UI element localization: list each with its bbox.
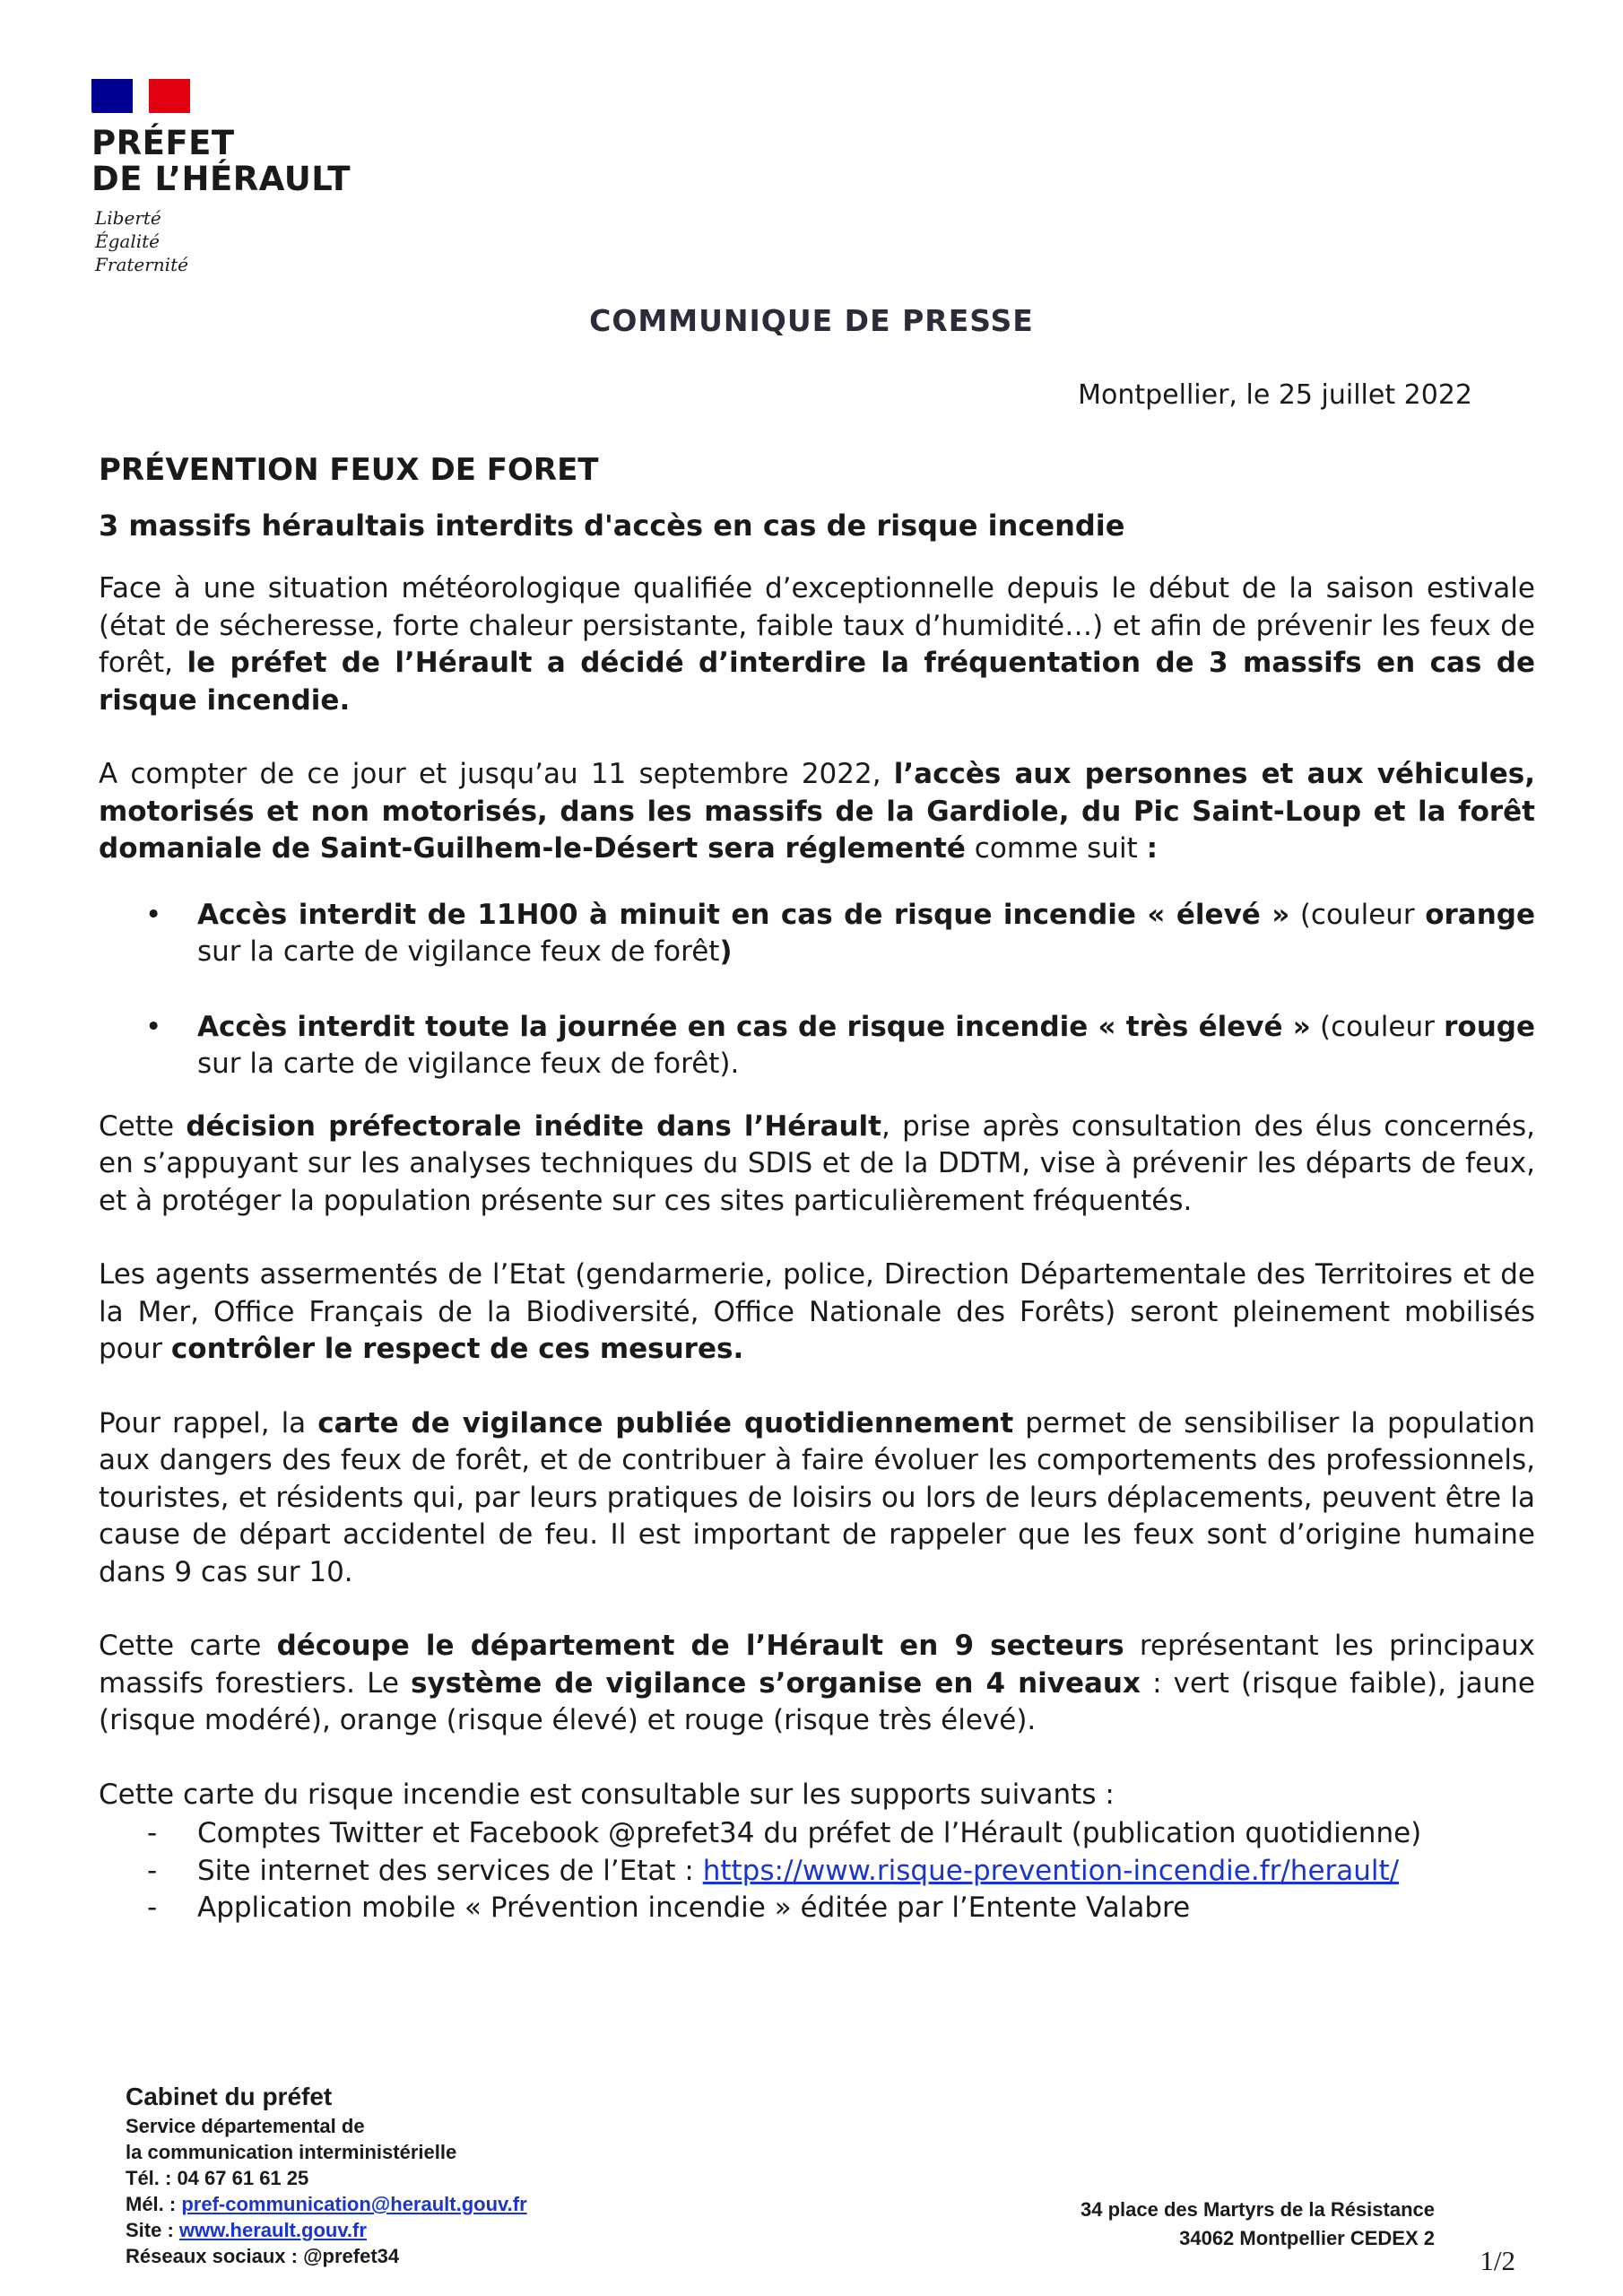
- article-heading: PRÉVENTION FEUX DE FORET: [99, 452, 599, 488]
- paragraph-6: [99, 1628, 1535, 1740]
- access-rules-list: [145, 897, 1535, 1083]
- supports-intro: Cette carte du risque incendie est consultable sur les supports suivants :: [99, 1778, 1115, 1811]
- paragraph-3: [99, 1109, 1535, 1221]
- rule-bold: Accès interdit toute la journée en cas de risque incendie « très élevé »: [197, 1010, 1311, 1043]
- support-item: [147, 1853, 1535, 1891]
- paragraph-4: [99, 1257, 1535, 1369]
- paragraph-1-text: Face à une situation météorologique qualifiée d’exceptionnelle depuis le début de la saison estivale (état de sécheresse, forte chaleur persistante, faible taux d’humidité…) et afin de prévenir les feux de forêt,: [99, 572, 1535, 679]
- document-date: Montpellier, le 25 juillet 2022: [1078, 379, 1472, 411]
- rule-color: orange: [1425, 898, 1535, 931]
- supports-list: [147, 1815, 1535, 1927]
- mel-label: Mél. :: [126, 2193, 182, 2215]
- website-link[interactable]: www.herault.gouv.fr: [178, 2219, 367, 2241]
- dash-icon: -: [147, 1854, 158, 1887]
- flag-red-band: [149, 79, 190, 113]
- site-label: Site :: [126, 2219, 179, 2241]
- email-link[interactable]: pref-communication@herault.gouv.fr: [181, 2193, 527, 2215]
- support-text: Comptes Twitter et Facebook @prefet34 du préfet de l’Hérault (publication quotidienne): [197, 1817, 1422, 1849]
- paragraph-5: [99, 1405, 1535, 1592]
- paragraph-2: [99, 756, 1535, 868]
- paragraph-3-rest: , prise après consultation des élus concernés, en s’appuyant sur les analyses techniques du SDIS et de la DDTM, vise à prévenir les départs de feux, et à protéger la population présente sur ces sites particulièrement fréquentés.: [99, 1109, 1535, 1217]
- article-body: [99, 447, 1535, 1927]
- footer-heading: Cabinet du préfet: [126, 2083, 333, 2110]
- paragraph-2-colon: :: [1146, 832, 1158, 865]
- rule-text: (couleur: [1310, 1010, 1445, 1043]
- rule-close: ): [719, 935, 733, 968]
- paragraph-2-bold: l’accès aux personnes et aux véhicules, motorisés et non motorisés, dans les massifs de la Gardiole, du Pic Saint-Loup et la forêt domaniale de Saint-Guilhem-le-Désert sera réglementé: [99, 758, 1535, 865]
- postal-address: [1081, 2196, 1435, 2253]
- paragraph-4-bold: contrôler le respect de ces mesures.: [170, 1333, 744, 1365]
- footer-tel: Tél. : 04 67 61 61 25: [126, 2167, 309, 2189]
- contact-footer: [126, 2081, 527, 2269]
- paragraph-1: [99, 570, 1535, 719]
- flag-white-band: [133, 79, 149, 113]
- bullet-icon: •: [145, 1010, 162, 1043]
- prevention-website-link[interactable]: https://www.risque-prevention-incendie.fr/herault/: [702, 1854, 1400, 1887]
- footer-mel: [126, 2191, 527, 2217]
- paragraph-3-text: Cette: [99, 1109, 187, 1143]
- footer-service-1: Service départemental de: [126, 2115, 365, 2137]
- support-item: [147, 1890, 1535, 1927]
- marianne-flag-icon: [91, 79, 190, 113]
- dash-icon: -: [147, 1892, 158, 1924]
- logo-title-line1: PRÉFET: [91, 124, 235, 162]
- rule-color: rouge: [1444, 1010, 1535, 1043]
- dash-icon: -: [147, 1817, 158, 1849]
- paragraph-2-text: A compter de ce jour et jusqu’au 11 septembre 2022,: [99, 758, 894, 790]
- rule-text: (couleur: [1289, 898, 1426, 931]
- prefecture-logo: [91, 79, 351, 276]
- address-line-2: 34062 Montpellier CEDEX 2: [1179, 2227, 1435, 2249]
- paragraph-6-bold-1: découpe le département de l’Hérault en 9 secteurs: [276, 1630, 1124, 1662]
- page-number: 1/2: [1480, 2245, 1515, 2276]
- logo-title-line2: DE L’HÉRAULT: [91, 160, 351, 198]
- bullet-icon: •: [145, 898, 162, 931]
- article-subheading: 3 massifs héraultais interdits d'accès en cas de risque incendie: [99, 509, 1125, 543]
- paragraph-6-rest: : vert (risque faible), jaune (risque modéré), orange (risque élevé) et rouge (risque très élevé).: [99, 1666, 1536, 1736]
- press-release-title: COMMUNIQUE DE PRESSE: [589, 303, 1034, 338]
- flag-blue-band: [91, 79, 133, 113]
- motto-fraternite: Fraternité: [95, 254, 188, 275]
- footer-site: [126, 2217, 527, 2243]
- rule-text-end: sur la carte de vigilance feux de forêt: [197, 935, 720, 968]
- access-rule-item: [145, 1009, 1535, 1083]
- footer-social: Réseaux sociaux : @prefet34: [126, 2245, 400, 2267]
- rule-bold: Accès interdit de 11H00 à minuit en cas de risque incendie « élevé »: [197, 898, 1290, 931]
- footer-service-2: la communication interministérielle: [126, 2141, 457, 2163]
- logo-motto: [95, 206, 351, 276]
- paragraph-6-mid: représentant les principaux massifs forestiers. Le: [99, 1630, 1535, 1700]
- paragraph-6-bold-2: système de vigilance s’organise en 4 niveaux: [411, 1666, 1141, 1700]
- paragraph-5-rest: permet de sensibiliser la population aux dangers des feux de forêt, et de contribuer à faire évoluer les comportements des professionnels, touristes, et résidents qui, par leurs pratiques de loisirs ou lors de leurs déplacements, peuvent être la cause de départ accidentel de feu. Il est important de rappeler que les feux sont d’origine humaine dans 9 cas sur 10.: [99, 1406, 1535, 1588]
- motto-egalite: Égalité: [95, 230, 160, 252]
- paragraph-3-bold: décision préfectorale inédite dans l’Hérault: [186, 1109, 882, 1143]
- paragraph-5-bold: carte de vigilance publiée quotidiennement: [317, 1406, 1014, 1439]
- rule-text-end: sur la carte de vigilance feux de forêt).: [197, 1048, 740, 1080]
- paragraph-2-suffix: comme suit: [965, 832, 1147, 865]
- paragraph-4-text: Les agents assermentés de l’Etat (gendarmerie, police, Direction Départementale des Territoires et de la Mer, Office Français de la Biodiversité, Office Nationale des Forêts) seront pleinement mobilisés pour: [99, 1258, 1535, 1365]
- support-text: Site internet des services de l’Etat :: [197, 1854, 703, 1887]
- paragraph-5-text: Pour rappel, la: [99, 1406, 318, 1439]
- address-line-1: 34 place des Martyrs de la Résistance: [1081, 2198, 1435, 2221]
- paragraph-6-text: Cette carte: [99, 1630, 277, 1662]
- support-text: Application mobile « Prévention incendie » éditée par l’Entente Valabre: [197, 1892, 1191, 1924]
- support-item: [147, 1815, 1535, 1853]
- paragraph-1-bold: le préfet de l’Hérault a décidé d’interdire la fréquentation de 3 massifs en cas de risque incendie.: [99, 647, 1535, 717]
- access-rule-item: [145, 897, 1535, 971]
- motto-liberte: Liberté: [95, 207, 161, 229]
